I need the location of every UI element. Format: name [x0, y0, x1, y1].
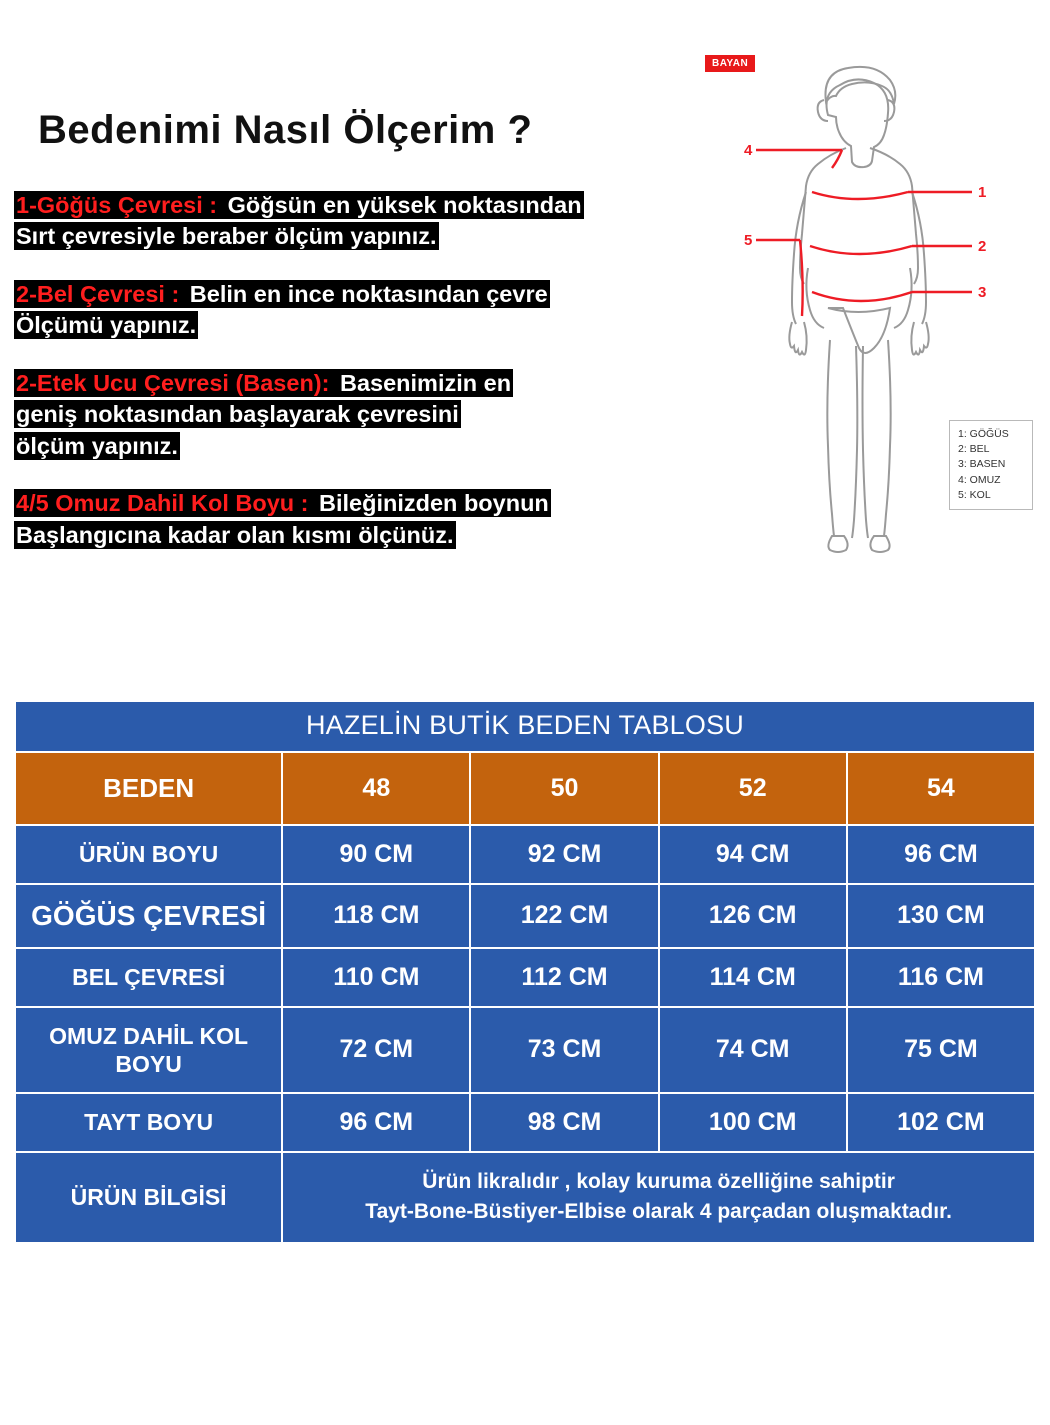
cell-bel-cevresi-52: 114 CM [659, 948, 847, 1007]
cell-urun-boyu-48: 90 CM [282, 825, 470, 884]
legend-item-4: 5: KOL [958, 488, 991, 501]
row-label-bel-cevresi: BEL ÇEVRESİ [15, 948, 282, 1007]
cell-kol-boyu-54: 75 CM [847, 1007, 1035, 1093]
cell-gogus-cevresi-48: 118 CM [282, 884, 470, 948]
cell-gogus-cevresi-54: 130 CM [847, 884, 1035, 948]
cell-gogus-cevresi-50: 122 CM [470, 884, 658, 948]
instruction-bel-cevresi [14, 279, 714, 342]
table-row [15, 884, 1035, 948]
cell-bel-cevresi-48: 110 CM [282, 948, 470, 1007]
instruction-body-text: ölçüm yapınız. [16, 432, 178, 459]
legend-item-1: 2: BEL [958, 443, 990, 456]
header-cell-54: 54 [847, 752, 1035, 825]
header-cell-50: 50 [470, 752, 658, 825]
row-label-tayt-boyu: TAYT BOYU [15, 1093, 282, 1152]
instruction-omuz-dahil-kol-boyu [14, 488, 714, 551]
cell-kol-boyu-52: 74 CM [659, 1007, 847, 1093]
cell-urun-boyu-52: 94 CM [659, 825, 847, 884]
instruction-heading-text: 4/5 Omuz Dahil Kol Boyu : [16, 490, 309, 517]
bayan-label: BAYAN [705, 55, 755, 72]
instruction-heading-text: 2-Bel Çevresi : [16, 280, 180, 307]
row-label-urun-boyu: ÜRÜN BOYU [15, 825, 282, 884]
cell-bel-cevresi-54: 116 CM [847, 948, 1035, 1007]
instruction-line [14, 190, 714, 221]
instruction-body-text: Bileğinizden boynun [312, 490, 549, 517]
row-label-omuz-dahil-kol-boyu: OMUZ DAHİL KOL BOYU [15, 1007, 282, 1093]
instruction-body-text: Basenimizin en [333, 369, 512, 396]
cell-tayt-boyu-54: 102 CM [847, 1093, 1035, 1152]
cell-tayt-boyu-48: 96 CM [282, 1093, 470, 1152]
cell-tayt-boyu-50: 98 CM [470, 1093, 658, 1152]
instruction-etek-ucu-cevresi [14, 368, 714, 462]
cell-urun-boyu-54: 96 CM [847, 825, 1035, 884]
instruction-body-text: Belin en ince noktasından çevre [183, 280, 548, 307]
svg-text:1: 1 [978, 184, 987, 201]
instruction-body-text: Başlangıcına kadar olan kısmı ölçünüz. [16, 521, 454, 548]
figure-legend [949, 420, 1033, 510]
table-title: HAZELİN BUTİK BEDEN TABLOSU [15, 701, 1035, 752]
instruction-line [14, 310, 714, 341]
instruction-line [14, 399, 714, 430]
instruction-line [14, 279, 714, 310]
svg-text:4: 4 [744, 142, 753, 159]
instruction-heading-text: 1-Göğüs Çevresi : [16, 192, 218, 218]
cell-urun-boyu-50: 92 CM [470, 825, 658, 884]
legend-item-2: 3: BASEN [958, 458, 1006, 471]
instruction-line [14, 368, 714, 399]
table-info-row [15, 1152, 1035, 1243]
table-row [15, 1093, 1035, 1152]
legend-item-0: 1: GÖĞÜS [958, 428, 1009, 440]
instruction-body-text: Ölçümü yapınız. [16, 312, 197, 339]
svg-text:2: 2 [978, 238, 987, 255]
header-cell-beden: BEDEN [15, 752, 282, 825]
cell-bel-cevresi-50: 112 CM [470, 948, 658, 1007]
header-cell-52: 52 [659, 752, 847, 825]
table-row [15, 825, 1035, 884]
size-table [14, 700, 1036, 1244]
instruction-gogus-cevresi [14, 190, 714, 253]
instruction-line [14, 431, 714, 462]
instruction-line [14, 488, 714, 519]
cell-kol-boyu-48: 72 CM [282, 1007, 470, 1093]
cell-gogus-cevresi-52: 126 CM [659, 884, 847, 948]
table-row [15, 1007, 1035, 1093]
legend-item-3: 4: OMUZ [958, 473, 1001, 486]
table-row [15, 948, 1035, 1007]
instruction-body-text: Göğsün en yüksek noktasından [221, 192, 582, 218]
table-title-row [15, 701, 1035, 752]
instruction-line [14, 221, 714, 252]
measurement-instructions [14, 190, 714, 577]
urun-bilgisi-line-1: Ürün likralıdır , kolay kuruma özelliğine sahiptir [422, 1169, 895, 1193]
row-label-gogus-cevresi: GÖĞÜS ÇEVRESİ [15, 884, 282, 948]
cell-urun-bilgisi [282, 1152, 1035, 1243]
table-header-row [15, 752, 1035, 825]
cell-kol-boyu-50: 73 CM [470, 1007, 658, 1093]
instruction-body-text: Sırt çevresiyle beraber ölçüm yapınız. [16, 223, 437, 250]
instruction-body-text: geniş noktasından başlayarak çevresini [16, 401, 459, 428]
body-measurement-figure [700, 40, 1040, 580]
svg-text:5: 5 [744, 232, 753, 249]
instruction-line [14, 520, 714, 551]
svg-text:3: 3 [978, 284, 987, 301]
size-table-container [14, 700, 1036, 1244]
header-cell-48: 48 [282, 752, 470, 825]
instruction-heading-text: 2-Etek Ucu Çevresi (Basen): [16, 369, 330, 396]
urun-bilgisi-line-2: Tayt-Bone-Büstiyer-Elbise olarak 4 parçadan oluşmaktadır. [365, 1200, 952, 1224]
row-label-urun-bilgisi: ÜRÜN BİLGİSİ [15, 1152, 282, 1243]
page-title: Bedenimi Nasıl Ölçerim ? [38, 108, 533, 152]
cell-tayt-boyu-52: 100 CM [659, 1093, 847, 1152]
